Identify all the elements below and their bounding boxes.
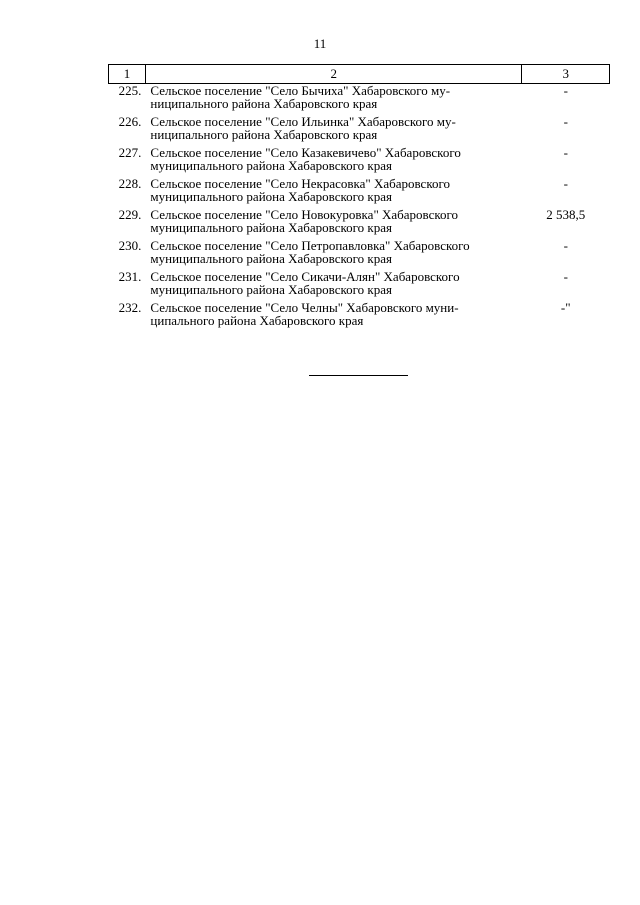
row-value: -" (560, 300, 571, 315)
settlement-name (145, 115, 522, 146)
row-value: - (563, 145, 568, 160)
name-line: Сельское поселение "Село Ильинка" Хабаровского му- (150, 114, 456, 129)
settlement-name (145, 239, 522, 270)
settlement-name (145, 301, 522, 332)
row-number: 226. (118, 114, 142, 129)
row-value: 2 538,5 (546, 207, 586, 222)
settlement-name (145, 177, 522, 208)
row-value: - (563, 269, 568, 284)
name-line: Сельское поселение "Село Петропавловка" Хабаровского (150, 238, 470, 253)
page-number: 11 (313, 36, 327, 51)
name-line: ниципального района Хабаровского края (150, 96, 378, 111)
row-value: - (563, 238, 568, 253)
table-row (109, 177, 610, 208)
name-line: Сельское поселение "Село Челны" Хабаровского муни- (150, 300, 459, 315)
table-header-row (109, 65, 610, 84)
row-number: 230. (118, 238, 142, 253)
settlement-name (145, 146, 522, 177)
end-divider (309, 375, 408, 376)
table-row (109, 146, 610, 177)
name-line: муниципального района Хабаровского края (150, 158, 392, 173)
row-number: 232. (118, 300, 142, 315)
table-row (109, 239, 610, 270)
settlement-name (145, 84, 522, 116)
name-line: ципального района Хабаровского края (150, 313, 364, 328)
name-line: ниципального района Хабаровского края (150, 127, 378, 142)
column-header-2: 2 (145, 65, 522, 84)
name-line: Сельское поселение "Село Бычиха" Хабаровского му- (150, 83, 451, 98)
row-value: - (563, 114, 568, 129)
row-value: - (563, 176, 568, 191)
table-row (109, 208, 610, 239)
name-line: муниципального района Хабаровского края (150, 282, 392, 297)
table-row (109, 270, 610, 301)
name-line: муниципального района Хабаровского края (150, 220, 392, 235)
name-line: Сельское поселение "Село Казакевичево" Хабаровского (150, 145, 461, 160)
table-row (109, 115, 610, 146)
name-line: Сельское поселение "Село Сикачи-Алян" Хабаровского (150, 269, 460, 284)
name-line: Сельское поселение "Село Некрасовка" Хабаровского (150, 176, 450, 191)
settlement-name (145, 208, 522, 239)
name-line: муниципального района Хабаровского края (150, 251, 392, 266)
row-value: - (563, 83, 568, 98)
row-number: 228. (118, 176, 142, 191)
row-number: 225. (118, 83, 142, 98)
name-line: муниципального района Хабаровского края (150, 189, 392, 204)
row-number: 231. (118, 269, 142, 284)
table-row (109, 84, 610, 116)
data-table (108, 64, 610, 332)
row-number: 229. (118, 207, 142, 222)
row-number: 227. (118, 145, 142, 160)
table-row (109, 301, 610, 332)
settlement-name (145, 270, 522, 301)
name-line: Сельское поселение "Село Новокуровка" Хабаровского (150, 207, 459, 222)
column-header-1: 1 (109, 65, 146, 84)
column-header-3: 3 (522, 65, 610, 84)
